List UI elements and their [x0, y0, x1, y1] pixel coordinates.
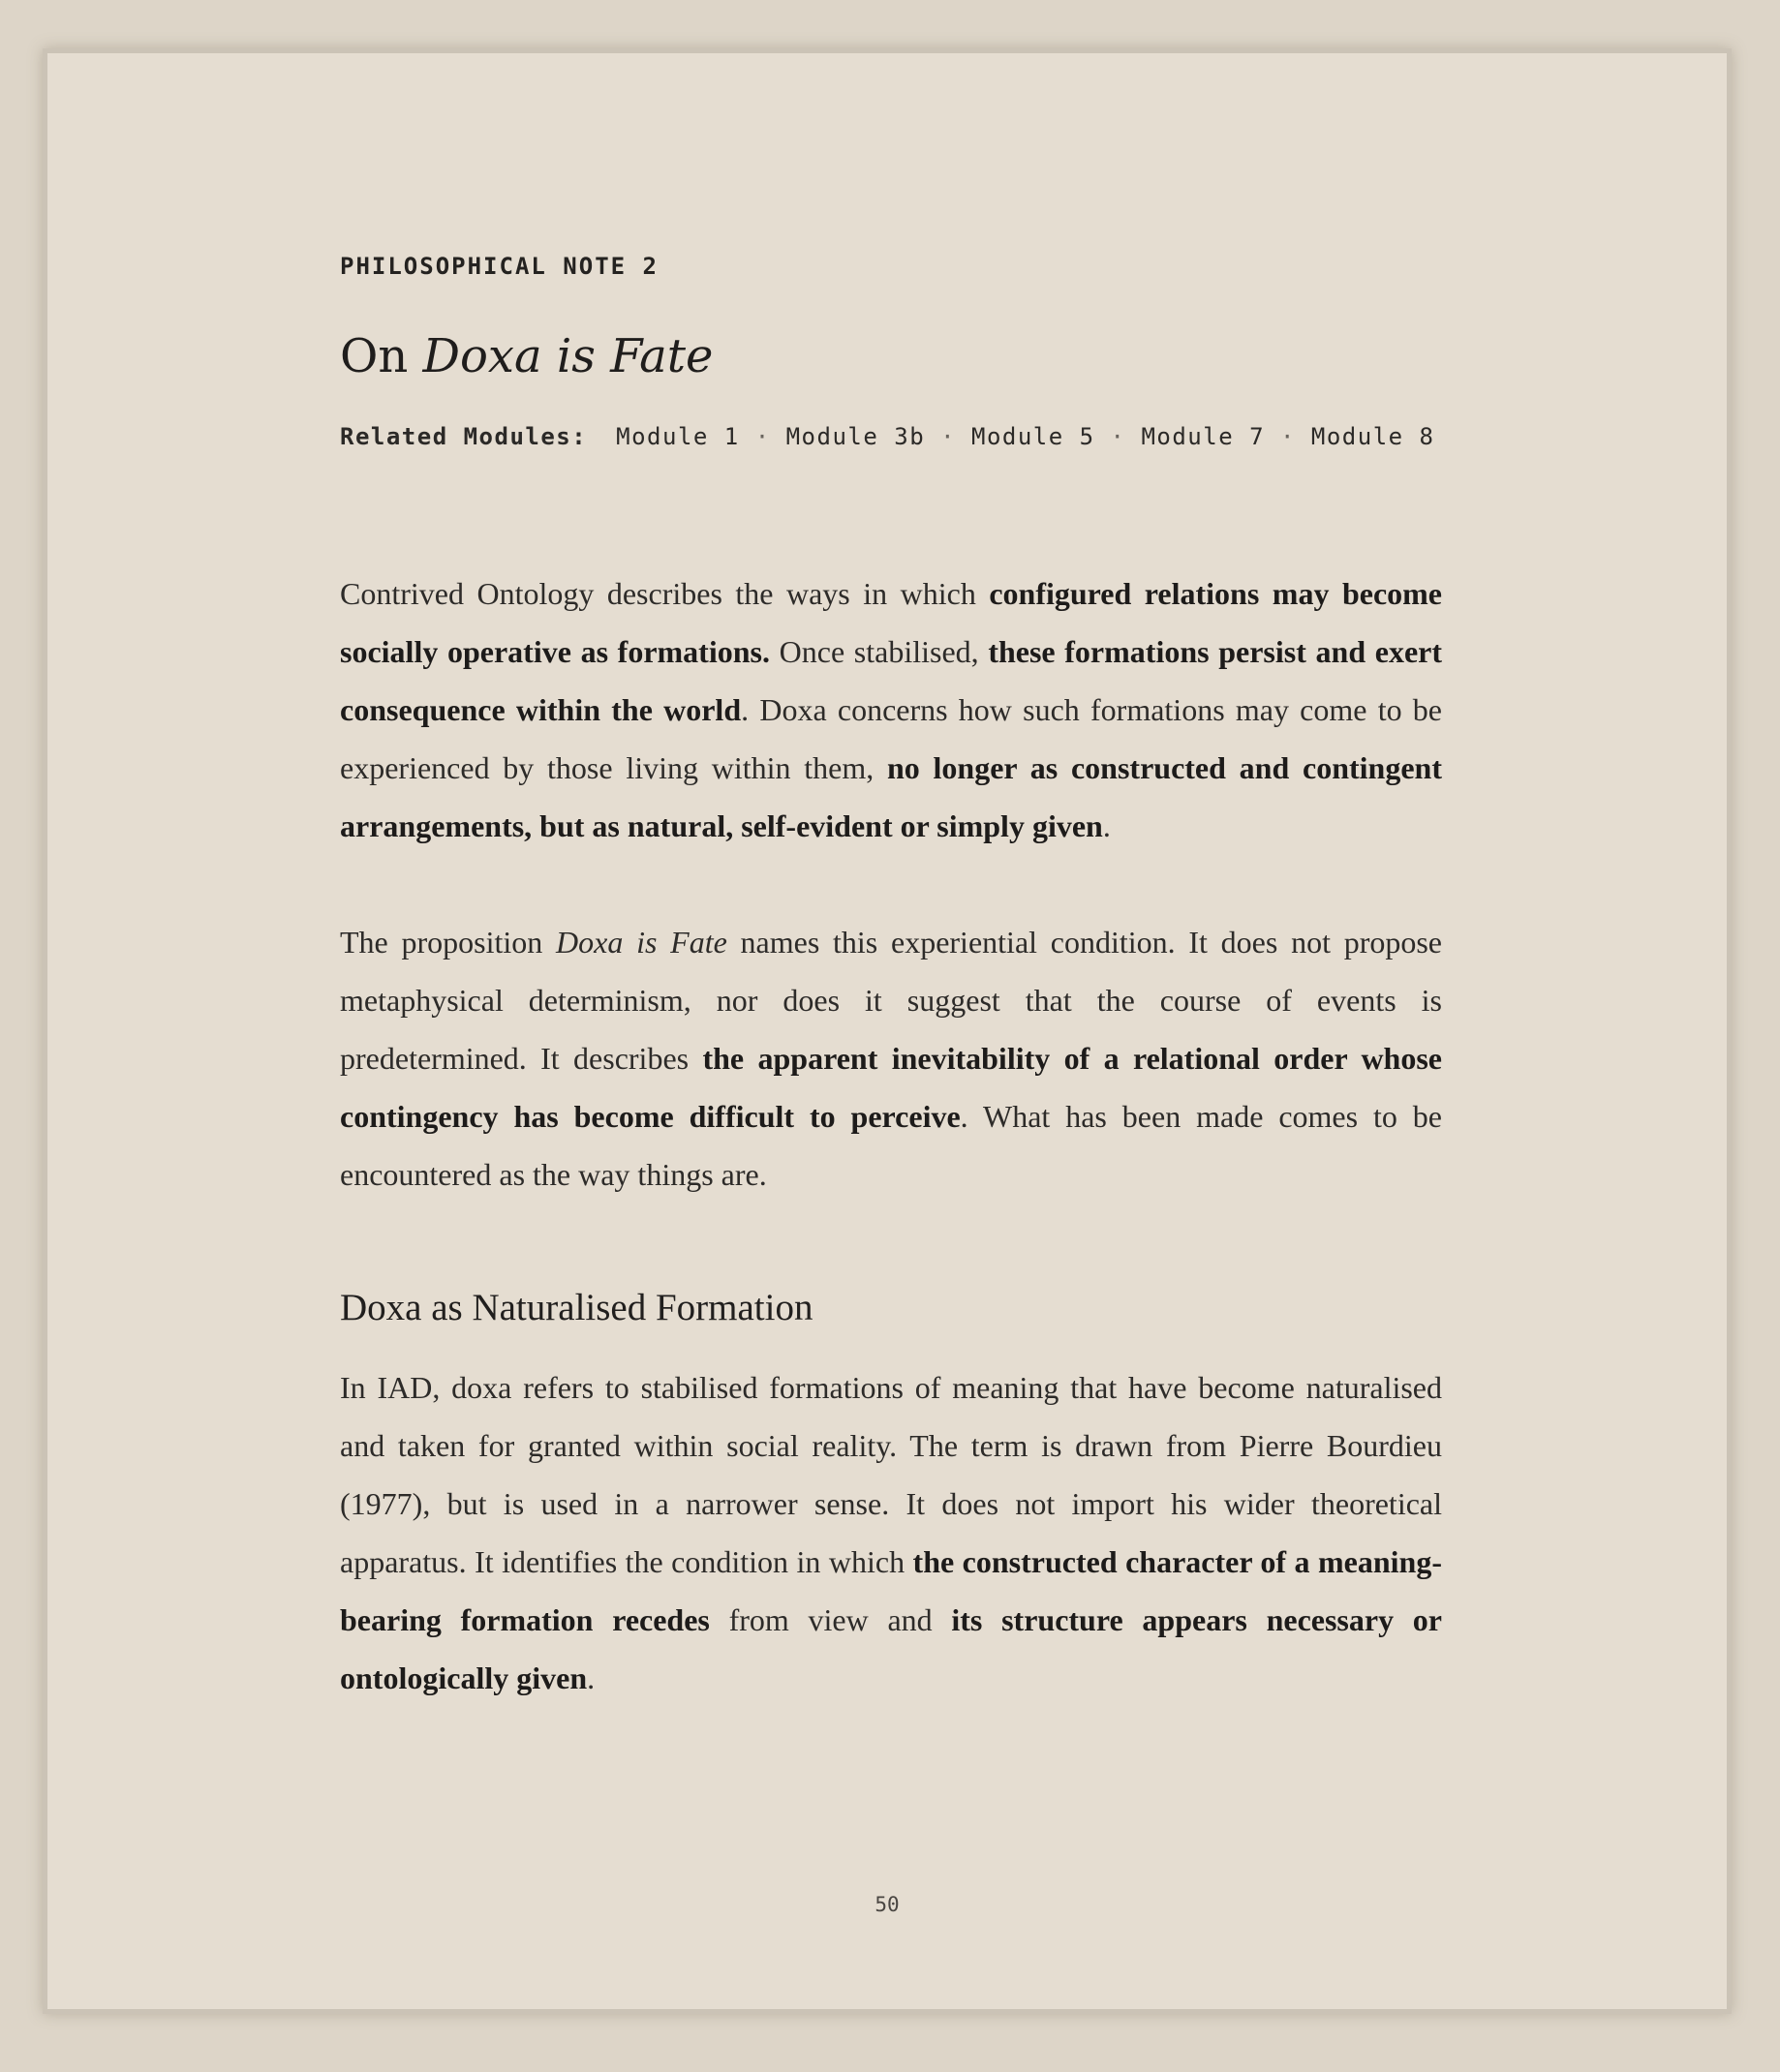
note-eyebrow: PHILOSOPHICAL NOTE 2 [340, 253, 659, 280]
bold-run: configured relations may become socially operative as formations. [340, 576, 1443, 669]
section-heading: Doxa as Naturalised Formation [340, 1287, 813, 1328]
module-link-8[interactable]: Module 8 [1310, 423, 1435, 450]
text-run: The proposition [340, 925, 557, 960]
related-modules [340, 417, 1442, 456]
module-link-7[interactable]: Module 7 [1141, 423, 1266, 450]
text-run: . What has been made comes to be encountered as the way things are. [340, 1099, 1443, 1192]
text-run: . [587, 1661, 596, 1695]
bold-run: no longer as constructed and contingent arrangements, but as natural, self-evident or simply given [340, 750, 1443, 843]
text-run: In IAD, doxa refers to stabilised formations of meaning that have become naturalised and taken for granted within social reality. The term is drawn from Pierre Bourdieu (1977), but is used in a narrower sense. It does not import his wider theoretical apparatus. It identifies the condition in which [340, 1370, 1442, 1579]
bold-run: its structure appears necessary or ontologically given [340, 1602, 1442, 1695]
text-run: Once stabilised, [769, 634, 989, 669]
text-run: names this experiential condition. It does not propose metaphysical determinism, nor does it suggest that the course of events is predetermined. It describes [340, 925, 1443, 1076]
page-title [340, 322, 1442, 390]
bold-run: the constructed character of a meaning-bearing formation recedes [340, 1544, 1443, 1637]
bold-run: these formations persist and exert consequence within the world [340, 634, 1443, 727]
body-paragraph-1 [340, 564, 1442, 855]
page-number: 50 [875, 1893, 900, 1916]
body-paragraph-3 [340, 1358, 1442, 1707]
document-page [43, 48, 1732, 2014]
module-link-1[interactable]: Module 1 [616, 423, 740, 450]
title-italic: Doxa is Fate [422, 329, 714, 383]
bold-run: the apparent inevitability of a relational order whose contingency has become difficult to perceive [340, 1041, 1443, 1134]
module-separator: · [940, 423, 957, 450]
text-run: Contrived Ontology describes the ways in which [340, 576, 990, 611]
page-content [340, 247, 1442, 1707]
text-run: from view and [709, 1602, 952, 1637]
module-link-5[interactable]: Module 5 [971, 423, 1095, 450]
related-modules-label: Related Modules: [340, 423, 588, 450]
module-separator: · [754, 423, 771, 450]
italic-run: Doxa is Fate [556, 925, 727, 960]
body-paragraph-2 [340, 913, 1442, 1204]
module-link-3b[interactable]: Module 3b [785, 423, 926, 450]
module-separator: · [1280, 423, 1296, 450]
title-prefix: On [340, 329, 423, 383]
text-run: . [1102, 808, 1111, 843]
text-run: . Doxa concerns how such formations may come to be experienced by those living within them, [340, 692, 1442, 785]
module-separator: · [1110, 423, 1126, 450]
